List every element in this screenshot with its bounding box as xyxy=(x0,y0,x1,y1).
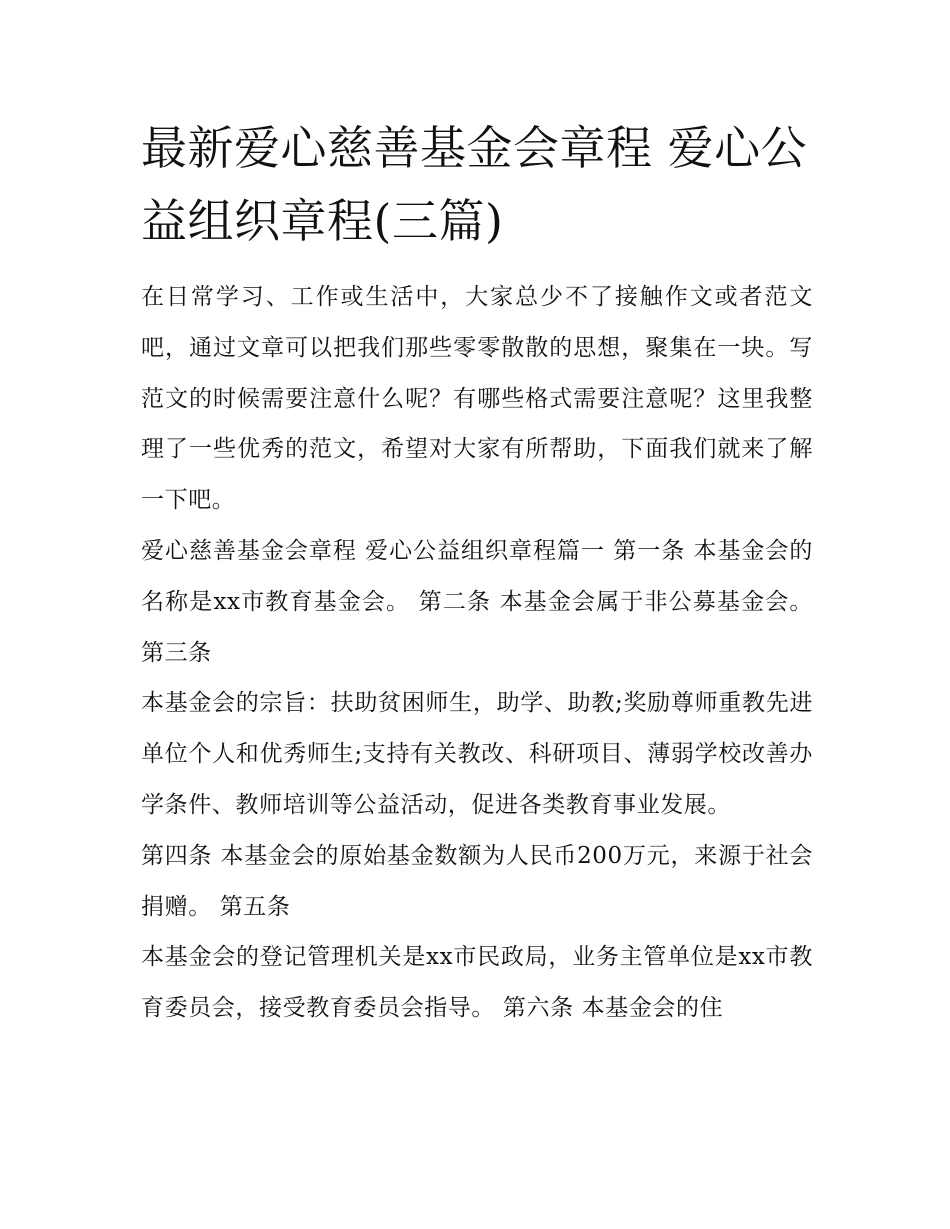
article-4-5-paragraph: 第四条 本基金会的原始基金数额为人民币200万元，来源于社会捐赠。 第五条 xyxy=(141,842,813,920)
registration-paragraph: 本基金会的登记管理机关是xx市民政局，业务主管单位是xx市教育委员会，接受教育委员会指导。 第六条 本基金会的住 xyxy=(141,944,813,1022)
document-title: 最新爱心慈善基金会章程 爱心公益组织章程(三篇) xyxy=(141,121,808,248)
intro-paragraph: 在日常学习、工作或生活中，大家总少不了接触作文或者范文吧，通过文章可以把我们那些零零散散的思想，聚集在一块。写范文的时候需要注意什么呢？有哪些格式需要注意呢？这里我整理了一些优秀的范文，希望对大家有所帮助，下面我们就来了解一下吧。 xyxy=(141,284,813,514)
document-page xyxy=(141,112,813,1034)
article-1-2-3-paragraph: 爱心慈善基金会章程 爱心公益组织章程篇一 第一条 本基金会的名称是xx市教育基金会。 第二条 本基金会属于非公募基金会。 第三条 xyxy=(141,537,813,666)
purpose-paragraph: 本基金会的宗旨：扶助贫困师生，助学、助教;奖励尊师重教先进单位个人和优秀师生;支持有关教改、科研项目、薄弱学校改善办学条件、教师培训等公益活动，促进各类教育事业发展。 xyxy=(141,690,813,818)
